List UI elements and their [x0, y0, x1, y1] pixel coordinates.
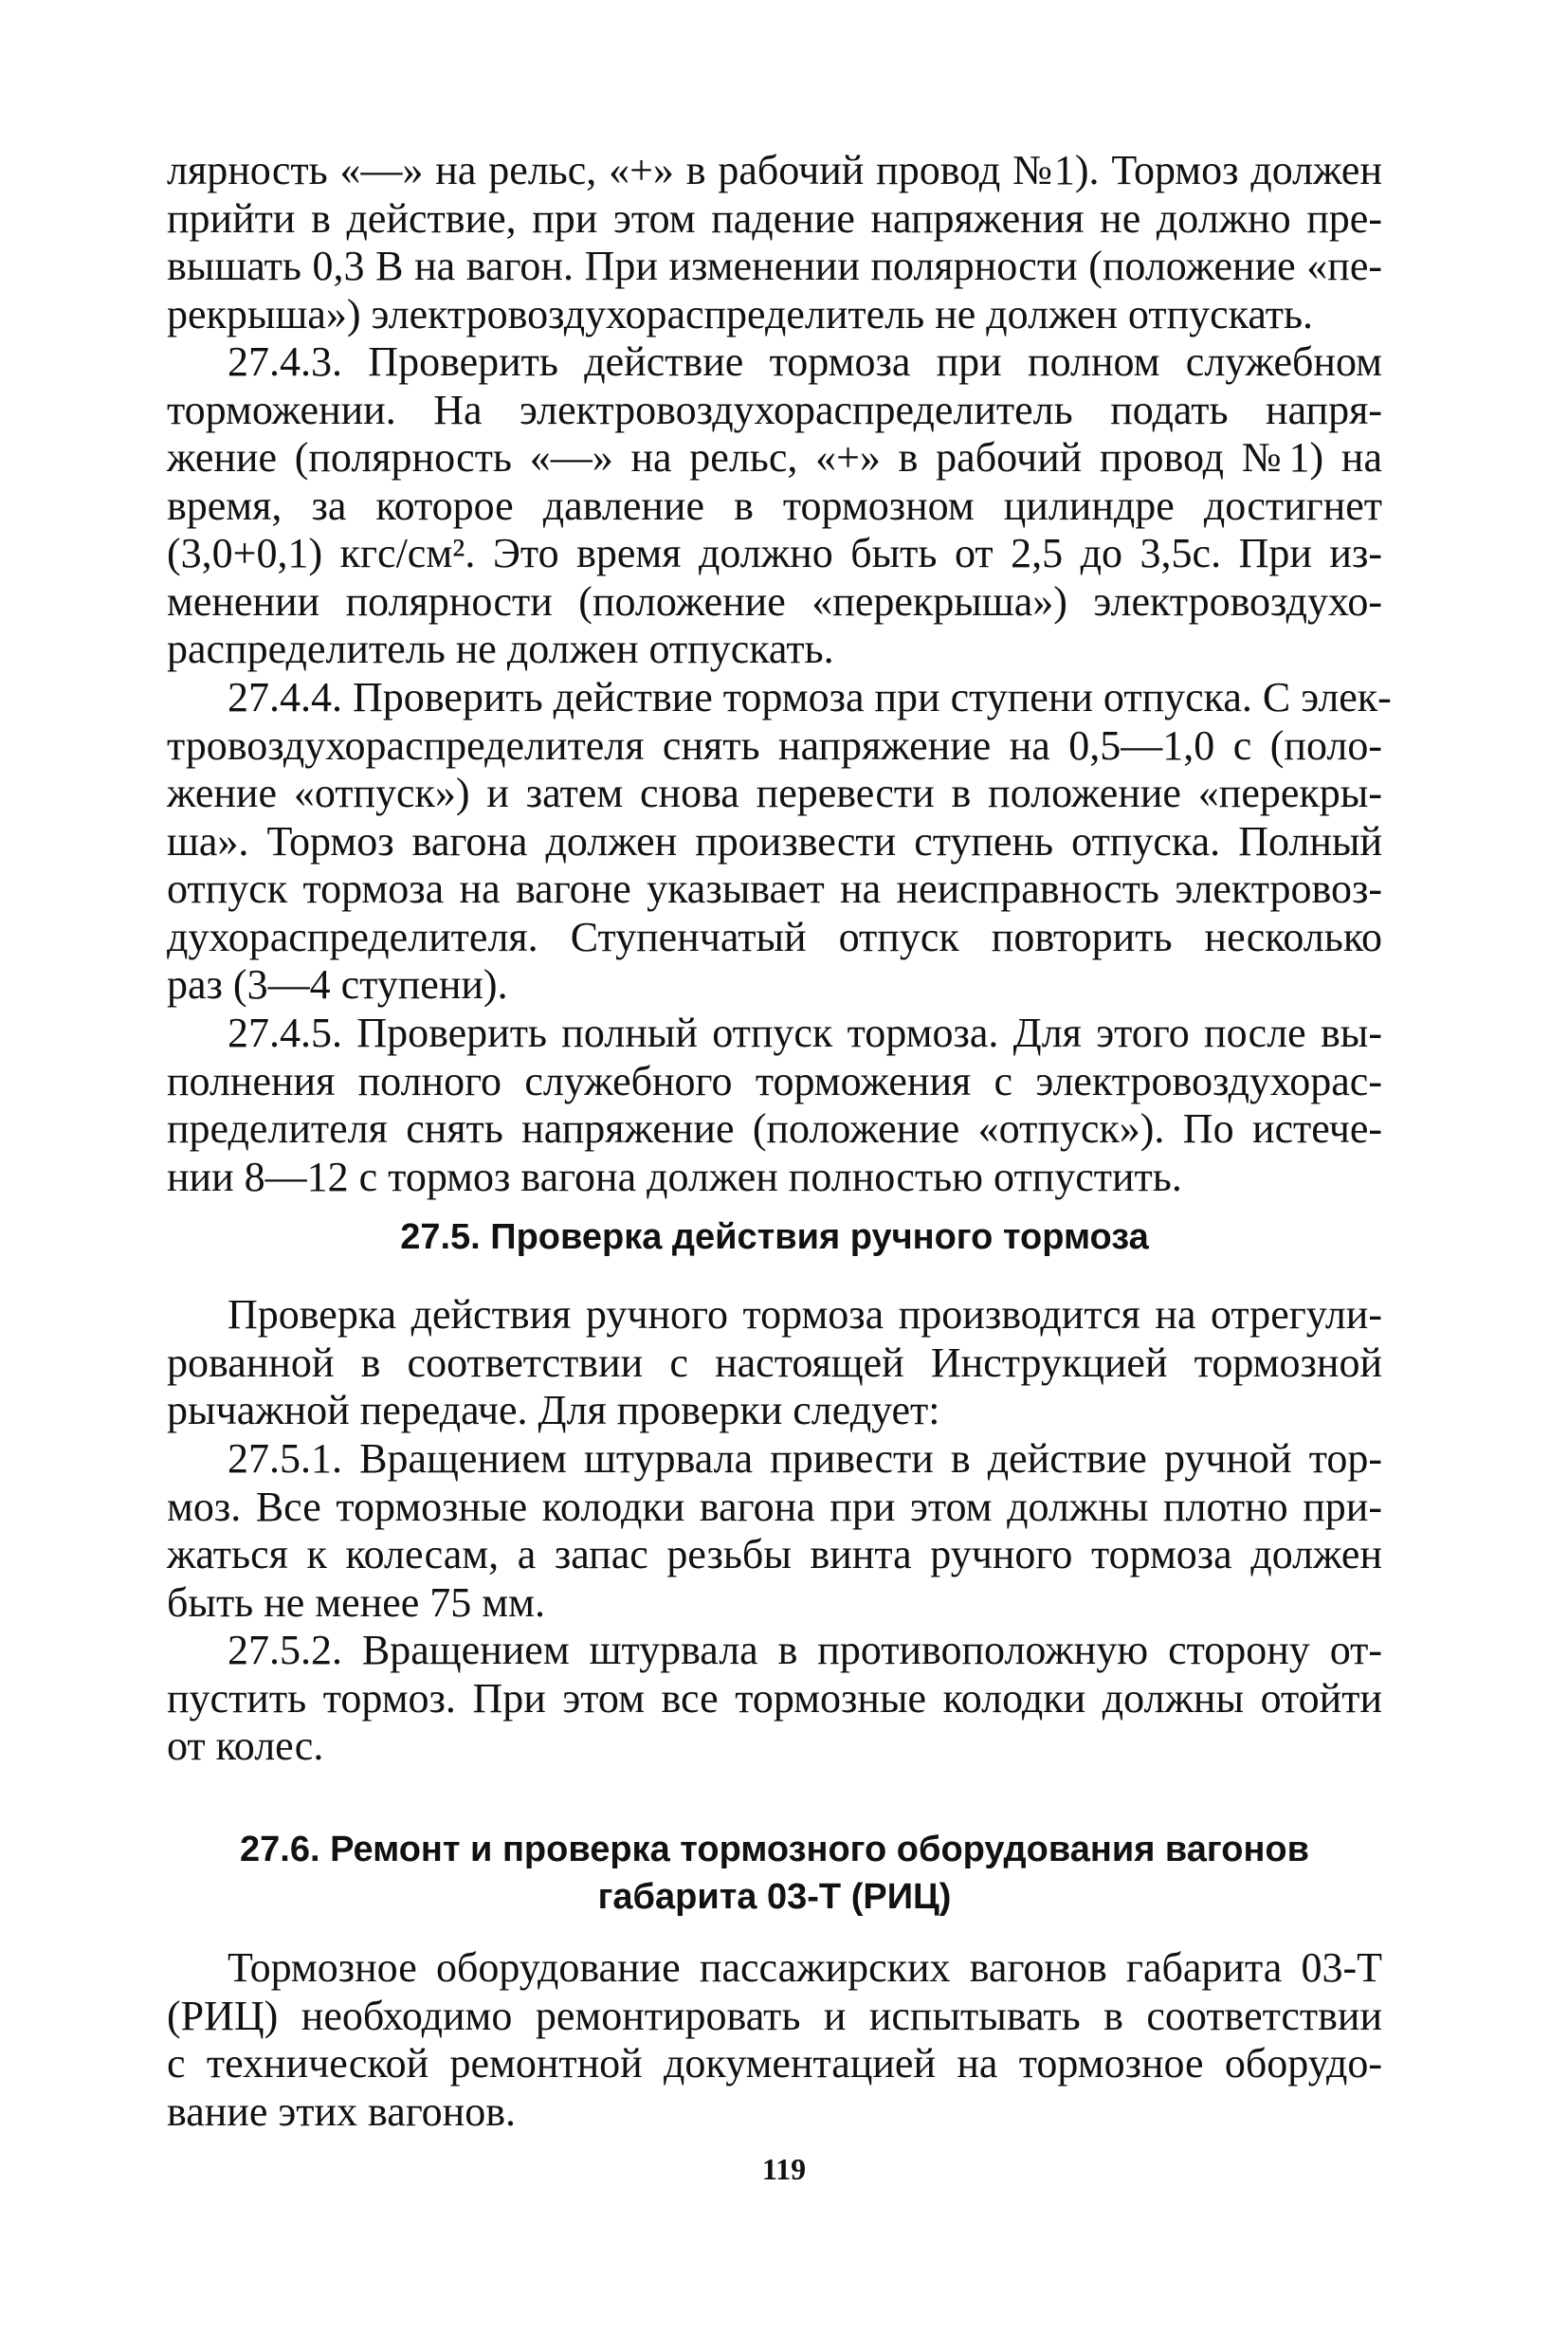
paragraph-27-4-5 [167, 1010, 1382, 1201]
text-line: полнения полного служебного торможения с электровоздухорас- [167, 1057, 1382, 1104]
text-line: Проверка действия ручного тормоза производится на отрегули- [228, 1291, 1382, 1338]
paragraph-27-4-4 [167, 674, 1392, 1010]
text-line: 27.5.1. Вращением штурвала привести в действие ручной тор- [228, 1435, 1382, 1482]
heading-line: габарита 03-Т (РИЦ) [597, 1877, 952, 1917]
text-line: (РИЦ) необходимо ремонтировать и испытывать в соответствии [167, 1992, 1382, 2039]
text-line: менении полярности (положение «перекрыша») электровоздухо- [167, 577, 1382, 625]
text-line: 27.5.2. Вращением штурвала в противоположную сторону от- [228, 1627, 1382, 1673]
text-line: распределитель не должен отпускать. [167, 626, 834, 672]
page-number: 119 [761, 2152, 807, 2186]
text-line: (3,0+0,1) кгс/см². Это время должно быть от 2,5 до 3,5с. При из- [167, 530, 1382, 576]
text-line: отпуск тормоза на вагоне указывает на неисправность электровоз- [167, 866, 1382, 912]
paragraph-27-5-1 [167, 1435, 1382, 1627]
section-heading-27-6 [167, 1826, 1382, 1921]
text-line: 27.4.5. Проверить полный отпуск тормоза. Для этого после вы- [228, 1010, 1382, 1056]
text-line: тровоздухораспределителя снять напряжение на 0,5—1,0 с (поло- [167, 721, 1382, 769]
text-line: рекрыша») электровоздухораспределитель не должен отпускать. [167, 290, 1314, 337]
text-line: моз. Все тормозные колодки вагона при этом должны плотно при- [167, 1483, 1382, 1530]
text-line: вышать 0,3 В на вагон. При изменении полярности (положение «пе- [167, 243, 1382, 289]
text-line: прийти в действие, при этом падение напряжения не должно пре- [167, 194, 1382, 242]
text-line: Тормозное оборудование пассажирских вагонов габарита 03-Т [228, 1944, 1382, 1991]
text-line: торможении. На электровоздухораспределитель подать напря- [167, 386, 1382, 433]
text-line: лярность «—» на рельс, «+» в рабочий провод №1). Тормоз должен [167, 147, 1382, 193]
paragraph-27-6 [167, 1944, 1382, 2136]
heading-line: 27.5. Проверка действия ручного тормоза [400, 1217, 1149, 1257]
text-line: пределителя снять напряжение (положение «отпуск»). По истече- [167, 1105, 1382, 1152]
text-line: жение «отпуск») и затем снова перевести в положение «перекры- [167, 770, 1382, 816]
text-line: от колес. [167, 1722, 324, 1769]
section-heading-27-5 [167, 1213, 1382, 1261]
text-line: жаться к колесам, а запас резьбы винта ручного тормоза должен [167, 1531, 1382, 1577]
text-line: с технической ремонтной документацией на тормозное оборудо- [167, 2040, 1382, 2087]
text-line: жение (полярность «—» на рельс, «+» в рабочий провод №1) на [167, 434, 1382, 481]
text-line: вание этих вагонов. [167, 2087, 517, 2135]
paragraph-continuation [167, 147, 1382, 338]
paragraph-intro-27-5 [167, 1291, 1382, 1435]
text-line: раз (3—4 ступени). [167, 961, 508, 1008]
text-line: 27.4.3. Проверить действие тормоза при полном служебном [228, 338, 1382, 385]
text-line: ша». Тормоз вагона должен произвести ступень отпуска. Полный [167, 817, 1382, 865]
heading-line: 27.6. Ремонт и проверка тормозного оборудования вагонов [240, 1830, 1309, 1869]
text-line: нии 8—12 с тормоз вагона должен полностью отпустить. [167, 1153, 1182, 1200]
text-line: время, за которое давление в тормозном цилиндре достигнет [167, 482, 1382, 529]
paragraph-27-4-3 [167, 338, 1382, 674]
paragraph-27-5-2 [167, 1627, 1382, 1771]
text-line: рованной в соответствии с настоящей Инструкцией тормозной [167, 1339, 1382, 1386]
text-line: пустить тормоз. При этом все тормозные колодки должны отойти [167, 1674, 1382, 1722]
text-line: рычажной передаче. Для проверки следует: [167, 1387, 940, 1433]
text-line: быть не менее 75 мм. [167, 1578, 545, 1626]
text-line: 27.4.4. Проверить действие тормоза при ступени отпуска. С элек- [228, 674, 1392, 720]
text-line: духораспределителя. Ступенчатый отпуск повторить несколько [167, 913, 1382, 960]
